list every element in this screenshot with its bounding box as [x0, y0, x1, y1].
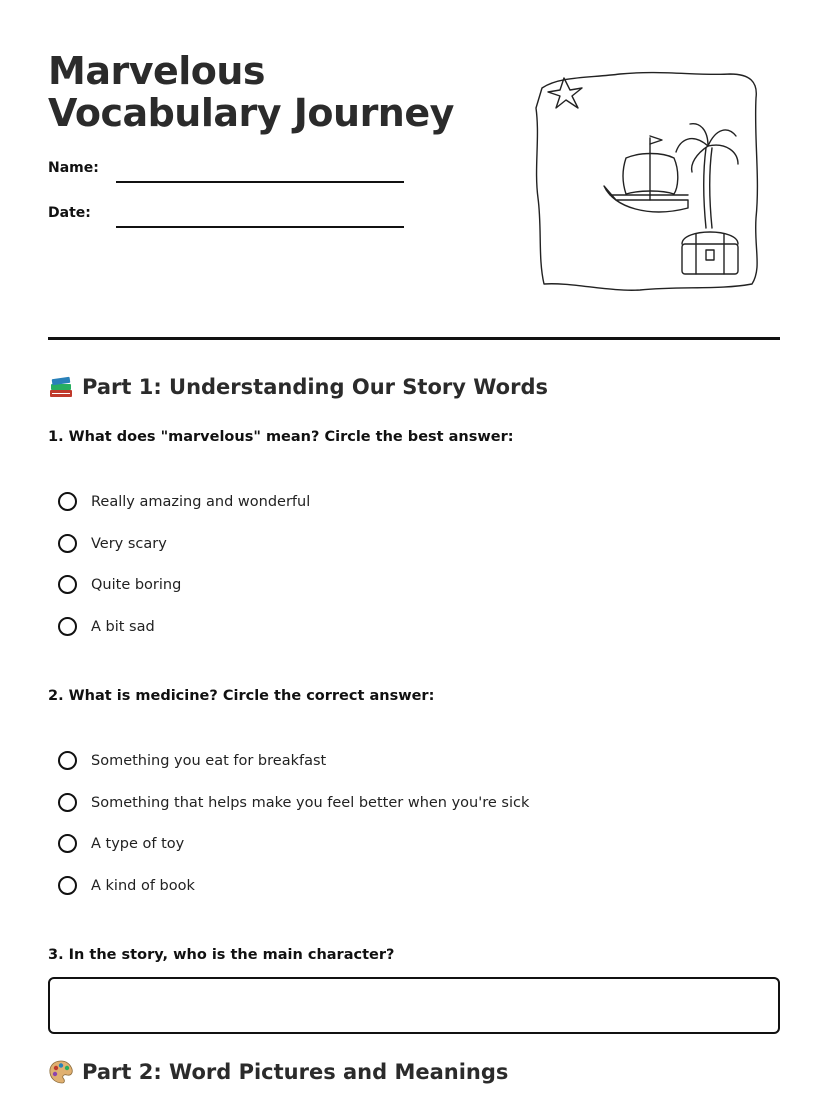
part2-title: Part 2: Word Pictures and Meanings: [82, 1060, 509, 1084]
option-label: Something you eat for breakfast: [91, 752, 327, 769]
question-2: 2. What is medicine? Circle the correct answer:: [48, 688, 435, 704]
option-label: A bit sad: [91, 618, 155, 635]
date-field[interactable]: [116, 226, 404, 228]
part1-title: Part 1: Understanding Our Story Words: [82, 375, 548, 399]
header-divider: [48, 337, 780, 340]
option-label: Something that helps make you feel better when you're sick: [91, 794, 530, 811]
radio-circle[interactable]: [58, 534, 77, 553]
worksheet-title: Marvelous Vocabulary Journey: [48, 49, 454, 135]
question-3: 3. In the story, who is the main character?: [48, 947, 395, 963]
radio-circle[interactable]: [58, 876, 77, 895]
option-label: Very scary: [91, 535, 167, 552]
palette-icon: [48, 1059, 74, 1085]
question-1: 1. What does "marvelous" mean? Circle the best answer:: [48, 429, 514, 445]
option-label: Quite boring: [91, 576, 182, 593]
date-label: Date:: [48, 205, 91, 221]
option-label: A type of toy: [91, 835, 185, 852]
name-label: Name:: [48, 160, 99, 176]
radio-circle[interactable]: [58, 492, 77, 511]
radio-circle[interactable]: [58, 617, 77, 636]
q1-option-2[interactable]: [58, 534, 167, 553]
q1-option-4[interactable]: [58, 617, 155, 636]
radio-circle[interactable]: [58, 575, 77, 594]
books-icon: [48, 374, 74, 400]
part2-heading: [48, 1059, 508, 1085]
option-label: Really amazing and wonderful: [91, 493, 311, 510]
q3-answer-box[interactable]: [48, 977, 780, 1034]
q2-option-2[interactable]: [58, 793, 529, 812]
q1-option-1[interactable]: [58, 492, 310, 511]
q2-option-4[interactable]: [58, 876, 195, 895]
radio-circle[interactable]: [58, 751, 77, 770]
radio-circle[interactable]: [58, 793, 77, 812]
name-field[interactable]: [116, 181, 404, 183]
q1-option-3[interactable]: [58, 575, 181, 594]
treasure-map-icon: [530, 68, 762, 294]
q2-option-1[interactable]: [58, 751, 326, 770]
radio-circle[interactable]: [58, 834, 77, 853]
q2-option-3[interactable]: [58, 834, 184, 853]
option-label: A kind of book: [91, 877, 195, 894]
part1-heading: [48, 374, 548, 400]
